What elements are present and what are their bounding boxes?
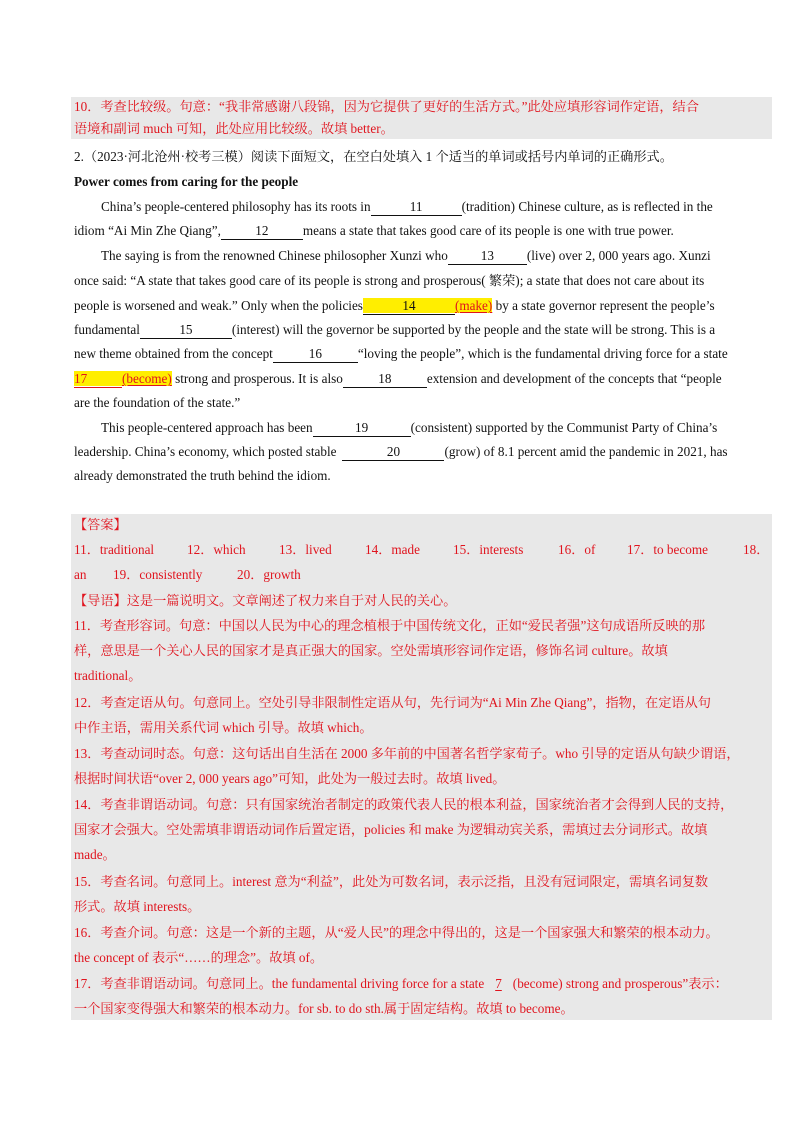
passage-line: China’s people-centered philosophy has its roots in 11 (tradition) Chinese culture, as is reflected in the (101, 199, 713, 214)
answer-item: 14．made (365, 542, 420, 557)
explanation-14-line: 14．考查非谓语动词。句意：只有国家统治者制定的政策代表人民的根本利益，国家统治者才会得到人民的支持， (74, 797, 734, 812)
blank-20[interactable]: 20 (342, 444, 444, 461)
blank-7-marker: 7 (495, 976, 502, 991)
blank-11[interactable]: 11 (371, 199, 462, 216)
explanation-12-line: 12．考查定语从句。句意同上。空处引导非限制性定语从句，先行词为“Ai Min Zhe Qiang”，指物，在定语从句 (74, 695, 711, 710)
blank-15[interactable]: 15 (140, 322, 232, 339)
blank-14[interactable]: 14 (363, 298, 455, 315)
answer-item: an (74, 567, 87, 582)
passage-line: idiom “Ai Min Zhe Qiang”, 12 means a state that takes good care of its people is one with true power. (74, 223, 674, 238)
answer-item: 19．consistently (113, 567, 203, 582)
explanation-15-line: 形式。故填 interests。 (74, 899, 201, 914)
hint-make: (make) (454, 298, 493, 313)
answer-item: 17．to become (627, 542, 708, 557)
answer-item: 15．interests (453, 542, 524, 557)
passage-line: 17 (become) strong and prosperous. It is also 18 extension and development of the concepts that “people (74, 371, 722, 386)
answer-box (71, 514, 772, 1020)
explanation-14-line: made。 (74, 847, 116, 862)
answer-item: 13．lived (279, 542, 332, 557)
passage-title: Power comes from caring for the people (74, 174, 299, 189)
blank-13[interactable]: 13 (448, 248, 527, 265)
blank-16[interactable]: 16 (273, 346, 358, 363)
passage-line: new theme obtained from the concept 16 “loving the people”, which is the fundamental driving force for a state (74, 346, 728, 361)
explanation-17-line: 17．考查非谓语动词。句意同上。the fundamental driving force for a state 7 (become) strong and prosperous”表示： (74, 974, 728, 994)
blank-18[interactable]: 18 (343, 371, 427, 388)
passage-line: leadership. China’s economy, which posted stable 20 (grow) of 8.1 percent amid the pandemic in 2021, has (74, 444, 728, 459)
answer-item: 20．growth (237, 567, 301, 582)
exercise-header: 2.（2023·河北沧州·校考三模）阅读下面短文，在空白处填入 1 个适当的单词或括号内单词的正确形式。 (74, 149, 673, 164)
q10-explanation-line-2: 语境和副词 much 可知，此处应用比较级。故填 better。 (74, 121, 394, 136)
explanation-12-line: 中作主语，需用关系代词 which 引导。故填 which。 (74, 720, 373, 735)
hint-become: (become) (122, 371, 172, 386)
explanation-17-line: 一个国家变得强大和繁荣的根本动力。for sb. to do sth.属于固定结构。故填 to become。 (74, 1001, 574, 1016)
explanation-16-line: the concept of 表示“……的理念”。故填 of。 (74, 950, 324, 965)
answer-item: 16．of (558, 542, 596, 557)
passage-line: are the foundation of the state.” (74, 395, 241, 410)
explanation-11-line: traditional。 (74, 668, 142, 683)
explanation-13-line: 13．考查动词时态。句意：这句话出自生活在 2000 多年前的中国著名哲学家荀子。who 引导的定语从句缺少谓语， (74, 746, 740, 761)
passage-line: once said: “A state that takes good care of its people is strong and prosperous( 繁荣); a state that does not care about its (74, 273, 705, 288)
blank-17[interactable]: 17 (74, 371, 122, 388)
answer-tag: 【答案】 (74, 517, 127, 532)
explanation-15-line: 15．考查名词。句意同上。interest 意为“利益”，此处为可数名词，表示泛指，且没有冠词限定，需填名词复数 (74, 874, 709, 889)
explanation-14-line: 国家才会强大。空处需填非谓语动词作后置定语，policies 和 make 为逻辑动宾关系，需填过去分词形式。故填 (74, 822, 708, 837)
passage-line: The saying is from the renowned Chinese philosopher Xunzi who 13 (live) over 2, 000 years ago. Xunzi (101, 248, 711, 263)
answer-item: 18． (743, 542, 770, 557)
passage-line: people is worsened and weak.” Only when the policies 14 (make) by a state governor represent the people’s (74, 298, 715, 313)
passage-line: fundamental 15 (interest) will the governor be supported by the people and the state will be strong. This is a (74, 322, 716, 337)
explanation-11-line: 11．考查形容词。句意：中国以人民为中心的理念植根于中国传统文化，正如“爱民者强”这句成语所反映的那 (74, 618, 706, 633)
passage-line: This people-centered approach has been 19 (consistent) supported by the Communist Party of China’s (101, 420, 718, 435)
explanation-11-line: 样，意思是一个关心人民的国家才是真正强大的国家。空处需填形容词作定语，修饰名词 culture。故填 (74, 643, 668, 658)
explanation-16-line: 16．考查介词。句意：这是一个新的主题，从“爱人民”的理念中得出的，这是一个国家强大和繁荣的根本动力。 (74, 925, 719, 940)
passage-line: already demonstrated the truth behind the idiom. (74, 468, 331, 483)
answer-item: 11．traditional (74, 542, 155, 557)
answer-item: 12．which (187, 542, 246, 557)
explanation-13-line: 根据时间状语“over 2, 000 years ago”可知，此处为一般过去时。故填 lived。 (74, 771, 506, 786)
guide-text: 【导语】这是一篇说明文。文章阐述了权力来自于对人民的关心。 (74, 593, 457, 608)
blank-19[interactable]: 19 (313, 420, 411, 437)
blank-12[interactable]: 12 (221, 223, 303, 240)
q10-explanation-line-1: 10．考查比较级。句意：“我非常感谢八段锦，因为它提供了更好的生活方式。”此处应填形容词作定语，结合 (74, 99, 699, 114)
